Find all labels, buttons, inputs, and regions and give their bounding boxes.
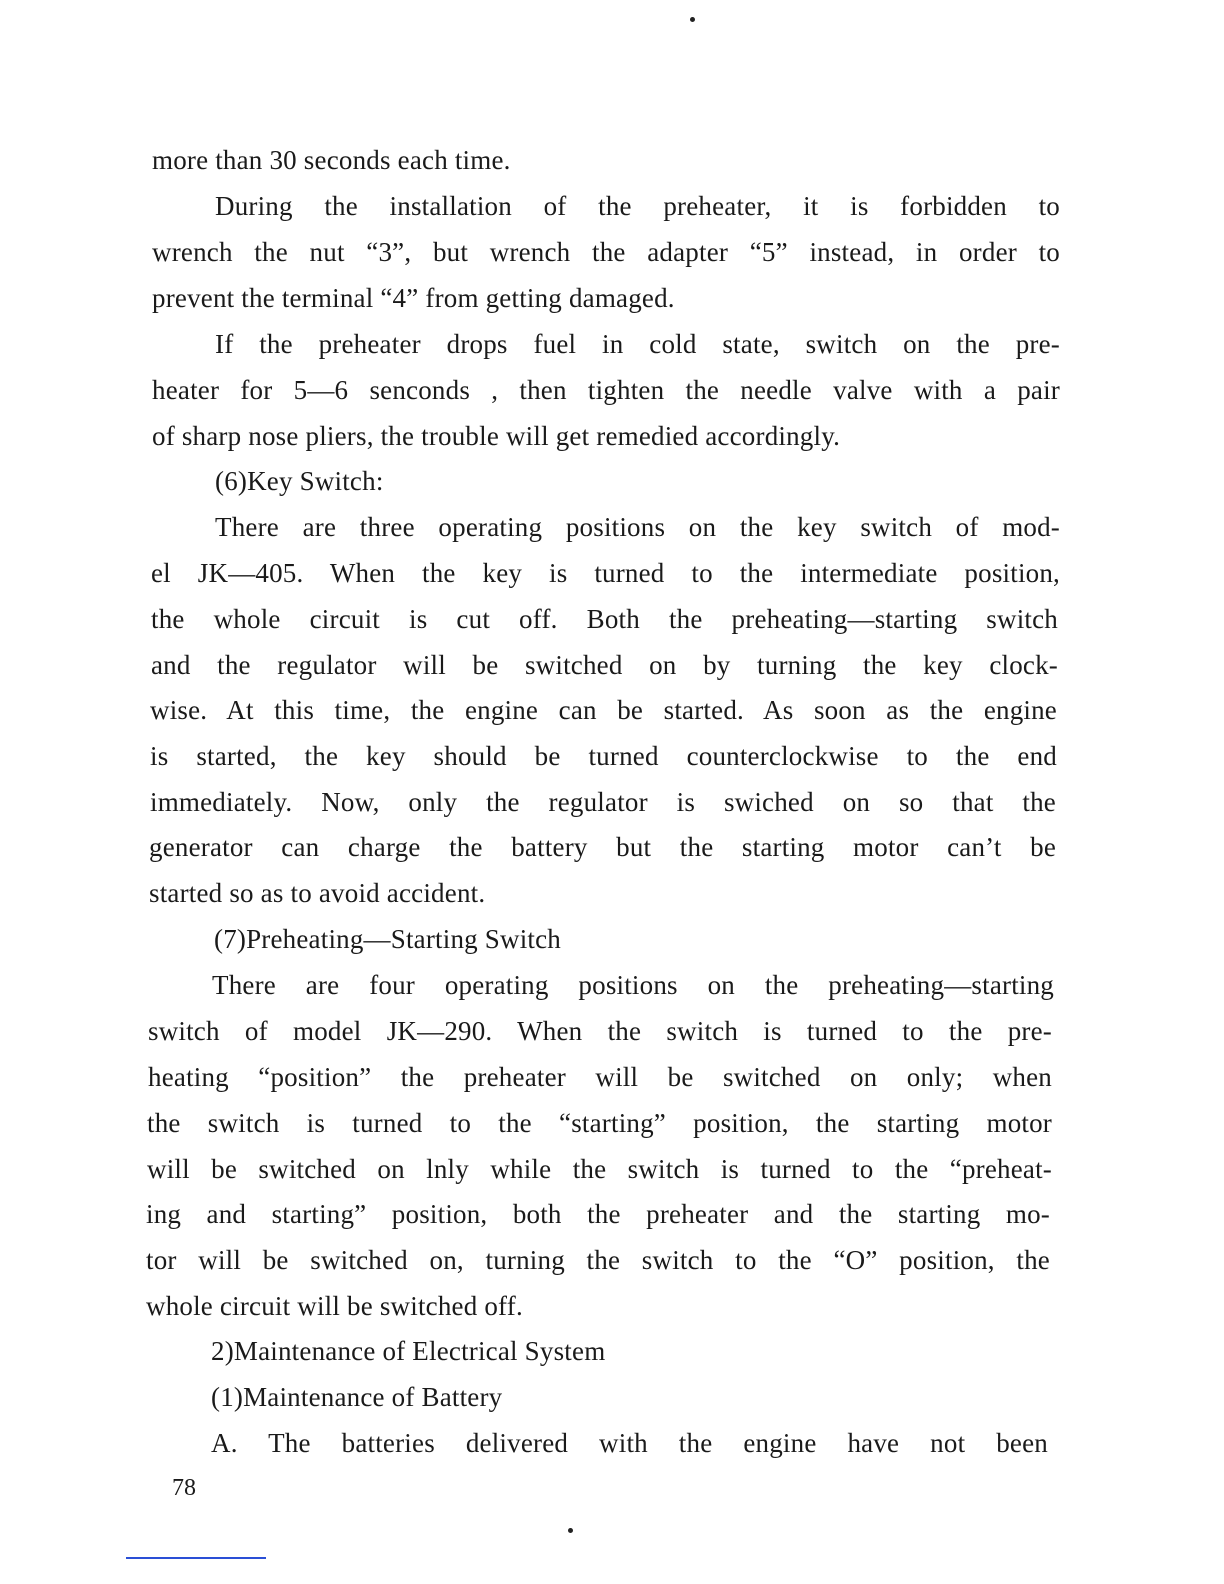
text-line-3: wrench the nut “3”, but wrench the adapter “5” instead, in order to: [152, 237, 1060, 267]
scan-speck: [690, 17, 695, 22]
text-line-23: will be switched on lnly while the switch is turned to the “preheat-: [147, 1154, 1052, 1184]
section-heading-preheating-starting-switch: (7)Preheating—Starting Switch: [214, 924, 561, 954]
text-line-21: heating “position” the preheater will be switched on only; when: [148, 1062, 1052, 1092]
page-number: 78: [172, 1475, 196, 1501]
text-line-19: There are four operating positions on the preheating—starting: [212, 970, 1054, 1000]
text-line-12: and the regulator will be switched on by turning the key clock-: [151, 650, 1058, 680]
text-line-6: heater for 5—6 senconds , then tighten the needle valve with a pair: [152, 375, 1060, 405]
bottom-rule: [126, 1557, 266, 1559]
text-line-29: A. The batteries delivered with the engine have not been: [211, 1428, 1048, 1458]
text-line-25: tor will be switched on, turning the switch to the “O” position, the: [146, 1245, 1050, 1275]
text-line-24: ing and starting” position, both the preheater and the starting mo-: [146, 1199, 1050, 1229]
section-heading-maintenance-battery: (1)Maintenance of Battery: [211, 1382, 503, 1412]
text-line-16: generator can charge the battery but the starting motor can’t be: [149, 832, 1056, 862]
text-line-10: el JK—405. When the key is turned to the intermediate position,: [151, 558, 1060, 588]
text-line-20: switch of model JK—290. When the switch is turned to the pre-: [148, 1016, 1052, 1046]
section-heading-key-switch: (6)Key Switch:: [215, 466, 384, 496]
text-line-2: During the installation of the preheater, it is forbidden to: [215, 191, 1060, 221]
text-line-13: wise. At this time, the engine can be started. As soon as the engine: [150, 695, 1057, 725]
section-heading-maintenance-electrical: 2)Maintenance of Electrical System: [211, 1336, 606, 1366]
text-line-15: immediately. Now, only the regulator is swiched on so that the: [150, 787, 1056, 817]
scan-speck: [568, 1528, 573, 1533]
text-line-5: If the preheater drops fuel in cold state, switch on the pre-: [215, 329, 1060, 359]
text-line-9: There are three operating positions on the key switch of mod-: [215, 512, 1060, 542]
text-line-22: the switch is turned to the “starting” position, the starting motor: [147, 1108, 1052, 1138]
text-line-11: the whole circuit is cut off. Both the preheating—starting switch: [151, 604, 1058, 634]
text-line-14: is started, the key should be turned counterclockwise to the end: [150, 741, 1057, 771]
text-line-17: started so as to avoid accident.: [149, 878, 486, 908]
text-line-7: of sharp nose pliers, the trouble will get remedied accordingly.: [152, 421, 841, 451]
text-line-26: whole circuit will be switched off.: [146, 1291, 523, 1321]
text-line-1: more than 30 seconds each time.: [152, 145, 511, 175]
text-line-4: prevent the terminal “4” from getting damaged.: [152, 283, 675, 313]
